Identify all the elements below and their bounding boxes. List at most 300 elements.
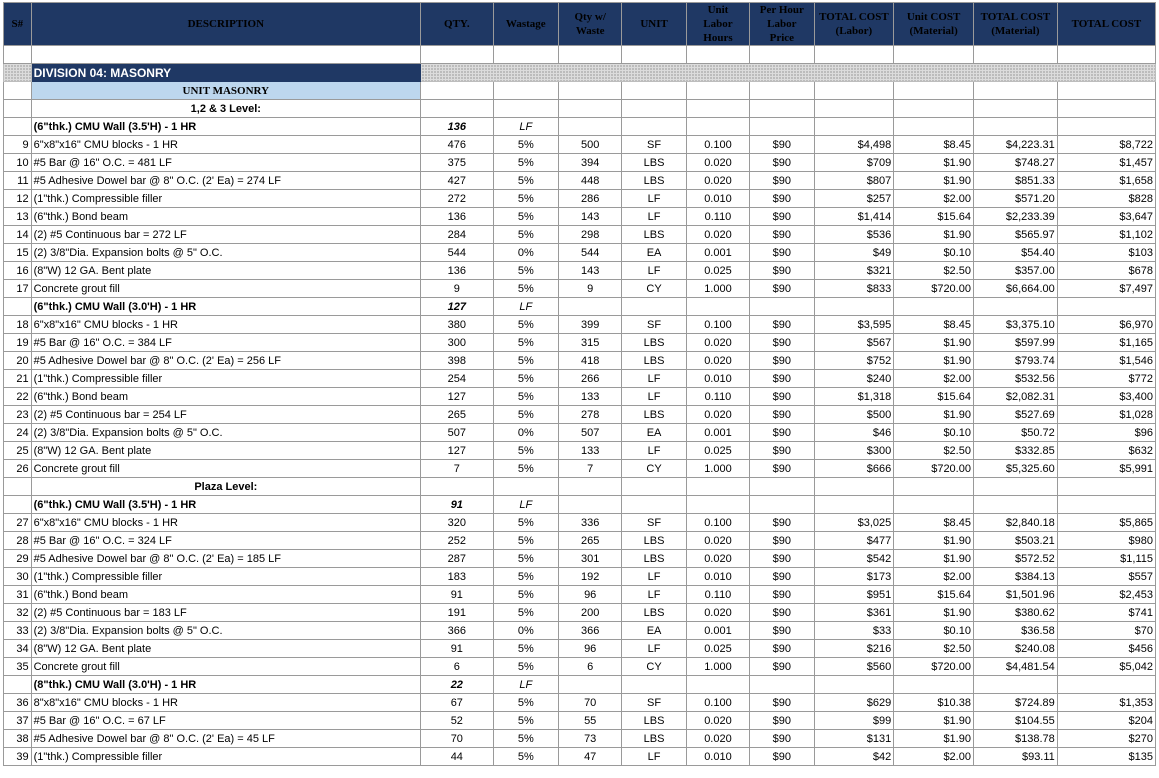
wastage-cell[interactable]: 5% bbox=[493, 748, 558, 766]
qty-cell[interactable]: 272 bbox=[421, 190, 494, 208]
hour-price-cell[interactable]: $90 bbox=[750, 550, 814, 568]
description-cell[interactable]: Concrete grout fill bbox=[31, 460, 420, 478]
qty-waste-cell[interactable]: 6 bbox=[559, 658, 622, 676]
labor-hours-cell[interactable]: 0.020 bbox=[686, 334, 749, 352]
description-cell[interactable]: #5 Bar @ 16" O.C. = 481 LF bbox=[31, 154, 420, 172]
cell[interactable] bbox=[4, 100, 32, 118]
total-labor-cell[interactable]: $752 bbox=[814, 352, 894, 370]
cell[interactable] bbox=[1057, 46, 1155, 64]
total-cost-cell[interactable]: $103 bbox=[1057, 244, 1155, 262]
wastage-cell[interactable]: 5% bbox=[493, 730, 558, 748]
wastage-cell[interactable]: 5% bbox=[493, 226, 558, 244]
cell[interactable] bbox=[750, 478, 814, 496]
cell[interactable] bbox=[973, 82, 1057, 100]
qty-waste-cell[interactable]: 366 bbox=[559, 622, 622, 640]
division-subtitle[interactable]: UNIT MASONRY bbox=[31, 82, 420, 100]
unit-cell[interactable]: LF bbox=[622, 586, 686, 604]
qty-waste-cell[interactable]: 96 bbox=[559, 586, 622, 604]
qty-waste-cell[interactable]: 394 bbox=[559, 154, 622, 172]
unit-material-cell[interactable]: $2.50 bbox=[894, 442, 974, 460]
cell[interactable] bbox=[894, 496, 974, 514]
cell[interactable] bbox=[750, 118, 814, 136]
unit-cell[interactable]: LBS bbox=[622, 712, 686, 730]
total-material-cell[interactable]: $36.58 bbox=[973, 622, 1057, 640]
cell[interactable] bbox=[493, 82, 558, 100]
total-material-cell[interactable]: $240.08 bbox=[973, 640, 1057, 658]
cell[interactable] bbox=[894, 46, 974, 64]
total-labor-cell[interactable]: $500 bbox=[814, 406, 894, 424]
labor-hours-cell[interactable]: 0.110 bbox=[686, 388, 749, 406]
unit-material-cell[interactable]: $1.90 bbox=[894, 226, 974, 244]
cell[interactable] bbox=[750, 496, 814, 514]
hour-price-cell[interactable]: $90 bbox=[750, 370, 814, 388]
wastage-cell[interactable]: 5% bbox=[493, 136, 558, 154]
total-cost-cell[interactable]: $1,546 bbox=[1057, 352, 1155, 370]
col-header-qty[interactable] bbox=[421, 3, 494, 46]
unit-material-cell[interactable]: $2.00 bbox=[894, 748, 974, 766]
cell[interactable] bbox=[421, 46, 494, 64]
level-title[interactable]: 1,2 & 3 Level: bbox=[31, 100, 420, 118]
total-material-cell[interactable]: $2,840.18 bbox=[973, 514, 1057, 532]
sn-cell[interactable]: 11 bbox=[4, 172, 32, 190]
labor-hours-cell[interactable]: 0.020 bbox=[686, 406, 749, 424]
cell[interactable] bbox=[1057, 496, 1155, 514]
description-cell[interactable]: (2) 3/8"Dia. Expansion bolts @ 5" O.C. bbox=[31, 622, 420, 640]
sn-cell[interactable]: 9 bbox=[4, 136, 32, 154]
unit-cell[interactable]: CY bbox=[622, 658, 686, 676]
description-cell[interactable]: (6"thk.) Bond beam bbox=[31, 388, 420, 406]
total-labor-cell[interactable]: $629 bbox=[814, 694, 894, 712]
qty-waste-cell[interactable]: 7 bbox=[559, 460, 622, 478]
unit-material-cell[interactable]: $1.90 bbox=[894, 334, 974, 352]
total-cost-cell[interactable]: $980 bbox=[1057, 532, 1155, 550]
cell[interactable] bbox=[1057, 118, 1155, 136]
cell[interactable] bbox=[973, 496, 1057, 514]
hour-price-cell[interactable]: $90 bbox=[750, 334, 814, 352]
total-labor-cell[interactable]: $33 bbox=[814, 622, 894, 640]
cell[interactable] bbox=[4, 46, 32, 64]
labor-hours-cell[interactable]: 1.000 bbox=[686, 658, 749, 676]
cell[interactable] bbox=[894, 478, 974, 496]
total-labor-cell[interactable]: $536 bbox=[814, 226, 894, 244]
hour-price-cell[interactable]: $90 bbox=[750, 226, 814, 244]
hour-price-cell[interactable]: $90 bbox=[750, 352, 814, 370]
total-cost-cell[interactable]: $828 bbox=[1057, 190, 1155, 208]
total-labor-cell[interactable]: $709 bbox=[814, 154, 894, 172]
qty-waste-cell[interactable]: 286 bbox=[559, 190, 622, 208]
total-material-cell[interactable]: $5,325.60 bbox=[973, 460, 1057, 478]
unit-cell[interactable]: LF bbox=[622, 442, 686, 460]
total-labor-cell[interactable]: $477 bbox=[814, 532, 894, 550]
total-labor-cell[interactable]: $216 bbox=[814, 640, 894, 658]
sn-cell[interactable]: 19 bbox=[4, 334, 32, 352]
qty-waste-cell[interactable]: 192 bbox=[559, 568, 622, 586]
qty-cell[interactable]: 6 bbox=[421, 658, 494, 676]
labor-hours-cell[interactable]: 0.100 bbox=[686, 514, 749, 532]
labor-hours-cell[interactable]: 0.001 bbox=[686, 424, 749, 442]
total-material-cell[interactable]: $93.11 bbox=[973, 748, 1057, 766]
total-material-cell[interactable]: $6,664.00 bbox=[973, 280, 1057, 298]
unit-cell[interactable]: LBS bbox=[622, 550, 686, 568]
unit-material-cell[interactable]: $1.90 bbox=[894, 172, 974, 190]
cell[interactable] bbox=[894, 118, 974, 136]
cell[interactable] bbox=[814, 496, 894, 514]
total-labor-cell[interactable]: $49 bbox=[814, 244, 894, 262]
total-cost-cell[interactable]: $6,970 bbox=[1057, 316, 1155, 334]
cell[interactable] bbox=[894, 82, 974, 100]
unit-cell[interactable]: LF bbox=[622, 190, 686, 208]
sn-cell[interactable]: 36 bbox=[4, 694, 32, 712]
total-cost-cell[interactable]: $135 bbox=[1057, 748, 1155, 766]
col-header-total-cost-labor[interactable] bbox=[814, 3, 894, 46]
total-material-cell[interactable]: $503.21 bbox=[973, 532, 1057, 550]
total-material-cell[interactable]: $851.33 bbox=[973, 172, 1057, 190]
qty-waste-cell[interactable]: 301 bbox=[559, 550, 622, 568]
wastage-cell[interactable]: 5% bbox=[493, 442, 558, 460]
unit-material-cell[interactable]: $2.00 bbox=[894, 568, 974, 586]
wastage-cell[interactable]: 0% bbox=[493, 424, 558, 442]
qty-waste-cell[interactable]: 544 bbox=[559, 244, 622, 262]
hour-price-cell[interactable]: $90 bbox=[750, 136, 814, 154]
cell[interactable] bbox=[1057, 100, 1155, 118]
total-cost-cell[interactable]: $1,165 bbox=[1057, 334, 1155, 352]
cell[interactable] bbox=[686, 118, 749, 136]
sn-cell[interactable] bbox=[4, 298, 32, 316]
unit-material-cell[interactable]: $2.00 bbox=[894, 190, 974, 208]
qty-waste-cell[interactable]: 70 bbox=[559, 694, 622, 712]
qty-waste-cell[interactable]: 73 bbox=[559, 730, 622, 748]
total-labor-cell[interactable]: $560 bbox=[814, 658, 894, 676]
qty-cell[interactable]: 91 bbox=[421, 586, 494, 604]
total-cost-cell[interactable]: $741 bbox=[1057, 604, 1155, 622]
cell[interactable] bbox=[1057, 478, 1155, 496]
unit-cell[interactable]: SF bbox=[622, 136, 686, 154]
description-cell[interactable]: #5 Bar @ 16" O.C. = 384 LF bbox=[31, 334, 420, 352]
wastage-cell[interactable]: 5% bbox=[493, 694, 558, 712]
labor-hours-cell[interactable]: 0.020 bbox=[686, 352, 749, 370]
qty-cell[interactable]: 191 bbox=[421, 604, 494, 622]
labor-hours-cell[interactable]: 0.100 bbox=[686, 694, 749, 712]
sn-cell[interactable]: 14 bbox=[4, 226, 32, 244]
col-header-total-cost[interactable] bbox=[1057, 3, 1155, 46]
unit-material-cell[interactable]: $0.10 bbox=[894, 622, 974, 640]
total-cost-cell[interactable]: $1,457 bbox=[1057, 154, 1155, 172]
total-labor-cell[interactable]: $666 bbox=[814, 460, 894, 478]
total-labor-cell[interactable]: $833 bbox=[814, 280, 894, 298]
qty-cell[interactable]: 52 bbox=[421, 712, 494, 730]
total-labor-cell[interactable]: $4,498 bbox=[814, 136, 894, 154]
description-cell[interactable]: (6"thk.) Bond beam bbox=[31, 586, 420, 604]
cell[interactable] bbox=[622, 46, 686, 64]
sn-cell[interactable]: 20 bbox=[4, 352, 32, 370]
qty-cell[interactable]: 320 bbox=[421, 514, 494, 532]
total-material-cell[interactable]: $527.69 bbox=[973, 406, 1057, 424]
cell[interactable] bbox=[622, 118, 686, 136]
sn-cell[interactable]: 39 bbox=[4, 748, 32, 766]
hour-price-cell[interactable]: $90 bbox=[750, 316, 814, 334]
hour-price-cell[interactable]: $90 bbox=[750, 730, 814, 748]
cell[interactable] bbox=[493, 100, 558, 118]
total-material-cell[interactable]: $2,233.39 bbox=[973, 208, 1057, 226]
cell[interactable] bbox=[622, 82, 686, 100]
total-cost-cell[interactable]: $1,353 bbox=[1057, 694, 1155, 712]
unit-cell[interactable]: LBS bbox=[622, 532, 686, 550]
unit-cell[interactable]: EA bbox=[622, 424, 686, 442]
section-title[interactable]: (6"thk.) CMU Wall (3.0'H) - 1 HR bbox=[31, 298, 420, 316]
labor-hours-cell[interactable]: 0.020 bbox=[686, 226, 749, 244]
total-cost-cell[interactable]: $1,028 bbox=[1057, 406, 1155, 424]
total-labor-cell[interactable]: $951 bbox=[814, 586, 894, 604]
division-pattern-cell[interactable] bbox=[4, 64, 32, 82]
hour-price-cell[interactable]: $90 bbox=[750, 244, 814, 262]
wastage-cell[interactable]: 5% bbox=[493, 604, 558, 622]
wastage-cell[interactable]: 5% bbox=[493, 370, 558, 388]
description-cell[interactable]: 6"x8"x16" CMU blocks - 1 HR bbox=[31, 514, 420, 532]
sn-cell[interactable]: 32 bbox=[4, 604, 32, 622]
qty-cell[interactable]: 284 bbox=[421, 226, 494, 244]
cell[interactable] bbox=[814, 46, 894, 64]
total-cost-cell[interactable]: $8,722 bbox=[1057, 136, 1155, 154]
cell[interactable] bbox=[973, 118, 1057, 136]
col-header-qty-waste[interactable] bbox=[559, 3, 622, 46]
unit-material-cell[interactable]: $1.90 bbox=[894, 712, 974, 730]
cell[interactable] bbox=[622, 478, 686, 496]
unit-material-cell[interactable]: $1.90 bbox=[894, 352, 974, 370]
labor-hours-cell[interactable]: 0.025 bbox=[686, 262, 749, 280]
qty-waste-cell[interactable]: 133 bbox=[559, 388, 622, 406]
description-cell[interactable]: 6"x8"x16" CMU blocks - 1 HR bbox=[31, 316, 420, 334]
labor-hours-cell[interactable]: 0.001 bbox=[686, 622, 749, 640]
description-cell[interactable]: #5 Adhesive Dowel bar @ 8" O.C. (2' Ea) = 274 LF bbox=[31, 172, 420, 190]
qty-cell[interactable]: 9 bbox=[421, 280, 494, 298]
cell[interactable] bbox=[31, 46, 420, 64]
sn-cell[interactable]: 15 bbox=[4, 244, 32, 262]
cell[interactable] bbox=[559, 82, 622, 100]
cell[interactable] bbox=[559, 118, 622, 136]
total-material-cell[interactable]: $380.62 bbox=[973, 604, 1057, 622]
unit-material-cell[interactable]: $2.00 bbox=[894, 370, 974, 388]
sn-cell[interactable]: 16 bbox=[4, 262, 32, 280]
total-cost-cell[interactable]: $96 bbox=[1057, 424, 1155, 442]
sn-cell[interactable]: 25 bbox=[4, 442, 32, 460]
section-qty[interactable]: 91 bbox=[421, 496, 494, 514]
total-labor-cell[interactable]: $173 bbox=[814, 568, 894, 586]
labor-hours-cell[interactable]: 0.020 bbox=[686, 604, 749, 622]
qty-cell[interactable]: 287 bbox=[421, 550, 494, 568]
qty-cell[interactable]: 265 bbox=[421, 406, 494, 424]
description-cell[interactable]: 8"x8"x16" CMU blocks - 1 HR bbox=[31, 694, 420, 712]
qty-waste-cell[interactable]: 55 bbox=[559, 712, 622, 730]
cell[interactable] bbox=[622, 676, 686, 694]
qty-cell[interactable]: 252 bbox=[421, 532, 494, 550]
unit-cell[interactable]: CY bbox=[622, 280, 686, 298]
sn-cell[interactable] bbox=[4, 676, 32, 694]
qty-cell[interactable]: 300 bbox=[421, 334, 494, 352]
hour-price-cell[interactable]: $90 bbox=[750, 424, 814, 442]
total-material-cell[interactable]: $571.20 bbox=[973, 190, 1057, 208]
cell[interactable] bbox=[686, 82, 749, 100]
cell[interactable] bbox=[973, 100, 1057, 118]
sn-cell[interactable]: 21 bbox=[4, 370, 32, 388]
unit-material-cell[interactable]: $720.00 bbox=[894, 280, 974, 298]
sn-cell[interactable]: 37 bbox=[4, 712, 32, 730]
level-title[interactable]: Plaza Level: bbox=[31, 478, 420, 496]
wastage-cell[interactable]: 5% bbox=[493, 208, 558, 226]
wastage-cell[interactable]: 5% bbox=[493, 640, 558, 658]
cell[interactable] bbox=[559, 46, 622, 64]
unit-material-cell[interactable]: $2.50 bbox=[894, 262, 974, 280]
unit-material-cell[interactable]: $1.90 bbox=[894, 550, 974, 568]
unit-material-cell[interactable]: $8.45 bbox=[894, 316, 974, 334]
cell[interactable] bbox=[686, 676, 749, 694]
total-material-cell[interactable]: $597.99 bbox=[973, 334, 1057, 352]
wastage-cell[interactable]: 5% bbox=[493, 712, 558, 730]
sn-cell[interactable]: 27 bbox=[4, 514, 32, 532]
qty-waste-cell[interactable]: 266 bbox=[559, 370, 622, 388]
total-cost-cell[interactable]: $270 bbox=[1057, 730, 1155, 748]
description-cell[interactable]: #5 Adhesive Dowel bar @ 8" O.C. (2' Ea) = 256 LF bbox=[31, 352, 420, 370]
qty-cell[interactable]: 67 bbox=[421, 694, 494, 712]
unit-material-cell[interactable]: $0.10 bbox=[894, 244, 974, 262]
cell[interactable] bbox=[814, 118, 894, 136]
qty-cell[interactable]: 91 bbox=[421, 640, 494, 658]
labor-hours-cell[interactable]: 0.100 bbox=[686, 136, 749, 154]
total-labor-cell[interactable]: $542 bbox=[814, 550, 894, 568]
total-cost-cell[interactable]: $3,400 bbox=[1057, 388, 1155, 406]
description-cell[interactable]: (1"thk.) Compressible filler bbox=[31, 190, 420, 208]
total-cost-cell[interactable]: $5,042 bbox=[1057, 658, 1155, 676]
total-material-cell[interactable]: $1,501.96 bbox=[973, 586, 1057, 604]
total-material-cell[interactable]: $532.56 bbox=[973, 370, 1057, 388]
description-cell[interactable]: (6"thk.) Bond beam bbox=[31, 208, 420, 226]
total-labor-cell[interactable]: $321 bbox=[814, 262, 894, 280]
sn-cell[interactable]: 24 bbox=[4, 424, 32, 442]
wastage-cell[interactable]: 5% bbox=[493, 658, 558, 676]
total-labor-cell[interactable]: $46 bbox=[814, 424, 894, 442]
section-title[interactable]: (6"thk.) CMU Wall (3.5'H) - 1 HR bbox=[31, 118, 420, 136]
unit-cell[interactable]: SF bbox=[622, 514, 686, 532]
section-qty[interactable]: 136 bbox=[421, 118, 494, 136]
unit-cell[interactable]: LBS bbox=[622, 604, 686, 622]
total-material-cell[interactable]: $104.55 bbox=[973, 712, 1057, 730]
total-cost-cell[interactable]: $7,497 bbox=[1057, 280, 1155, 298]
unit-cell[interactable]: LBS bbox=[622, 172, 686, 190]
labor-hours-cell[interactable]: 0.020 bbox=[686, 712, 749, 730]
cell[interactable] bbox=[750, 46, 814, 64]
hour-price-cell[interactable]: $90 bbox=[750, 406, 814, 424]
hour-price-cell[interactable]: $90 bbox=[750, 532, 814, 550]
total-cost-cell[interactable]: $3,647 bbox=[1057, 208, 1155, 226]
total-cost-cell[interactable]: $204 bbox=[1057, 712, 1155, 730]
sn-cell[interactable]: 35 bbox=[4, 658, 32, 676]
unit-material-cell[interactable]: $1.90 bbox=[894, 532, 974, 550]
cell[interactable] bbox=[559, 100, 622, 118]
total-labor-cell[interactable]: $240 bbox=[814, 370, 894, 388]
sn-cell[interactable]: 28 bbox=[4, 532, 32, 550]
sn-cell[interactable]: 34 bbox=[4, 640, 32, 658]
description-cell[interactable]: (2) 3/8"Dia. Expansion bolts @ 5" O.C. bbox=[31, 424, 420, 442]
unit-material-cell[interactable]: $1.90 bbox=[894, 154, 974, 172]
unit-material-cell[interactable]: $15.64 bbox=[894, 388, 974, 406]
description-cell[interactable]: #5 Adhesive Dowel bar @ 8" O.C. (2' Ea) = 185 LF bbox=[31, 550, 420, 568]
unit-cell[interactable]: LF bbox=[622, 388, 686, 406]
qty-waste-cell[interactable]: 298 bbox=[559, 226, 622, 244]
cell[interactable] bbox=[894, 676, 974, 694]
cell[interactable] bbox=[973, 298, 1057, 316]
total-material-cell[interactable]: $54.40 bbox=[973, 244, 1057, 262]
description-cell[interactable]: #5 Bar @ 16" O.C. = 67 LF bbox=[31, 712, 420, 730]
cell[interactable] bbox=[622, 100, 686, 118]
total-labor-cell[interactable]: $3,595 bbox=[814, 316, 894, 334]
sn-cell[interactable]: 38 bbox=[4, 730, 32, 748]
hour-price-cell[interactable]: $90 bbox=[750, 640, 814, 658]
qty-cell[interactable]: 70 bbox=[421, 730, 494, 748]
labor-hours-cell[interactable]: 1.000 bbox=[686, 460, 749, 478]
unit-cell[interactable]: LBS bbox=[622, 406, 686, 424]
total-material-cell[interactable]: $793.74 bbox=[973, 352, 1057, 370]
cell[interactable] bbox=[973, 676, 1057, 694]
cell[interactable] bbox=[1057, 82, 1155, 100]
division-pattern-fill[interactable] bbox=[421, 64, 1156, 82]
qty-waste-cell[interactable]: 200 bbox=[559, 604, 622, 622]
qty-waste-cell[interactable]: 418 bbox=[559, 352, 622, 370]
description-cell[interactable]: #5 Bar @ 16" O.C. = 324 LF bbox=[31, 532, 420, 550]
labor-hours-cell[interactable]: 0.110 bbox=[686, 586, 749, 604]
hour-price-cell[interactable]: $90 bbox=[750, 388, 814, 406]
labor-hours-cell[interactable]: 0.020 bbox=[686, 172, 749, 190]
total-material-cell[interactable]: $357.00 bbox=[973, 262, 1057, 280]
total-labor-cell[interactable]: $42 bbox=[814, 748, 894, 766]
description-cell[interactable]: (1"thk.) Compressible filler bbox=[31, 370, 420, 388]
total-material-cell[interactable]: $3,375.10 bbox=[973, 316, 1057, 334]
cell[interactable] bbox=[750, 298, 814, 316]
description-cell[interactable]: (2) #5 Continuous bar = 254 LF bbox=[31, 406, 420, 424]
col-header-description[interactable] bbox=[31, 3, 420, 46]
section-title[interactable]: (6"thk.) CMU Wall (3.5'H) - 1 HR bbox=[31, 496, 420, 514]
unit-material-cell[interactable]: $1.90 bbox=[894, 730, 974, 748]
hour-price-cell[interactable]: $90 bbox=[750, 514, 814, 532]
qty-cell[interactable]: 127 bbox=[421, 388, 494, 406]
qty-waste-cell[interactable]: 143 bbox=[559, 208, 622, 226]
description-cell[interactable]: #5 Adhesive Dowel bar @ 8" O.C. (2' Ea) = 45 LF bbox=[31, 730, 420, 748]
wastage-cell[interactable]: 5% bbox=[493, 154, 558, 172]
qty-waste-cell[interactable]: 278 bbox=[559, 406, 622, 424]
cell[interactable] bbox=[493, 478, 558, 496]
total-material-cell[interactable]: $138.78 bbox=[973, 730, 1057, 748]
unit-material-cell[interactable]: $15.64 bbox=[894, 208, 974, 226]
unit-material-cell[interactable]: $1.90 bbox=[894, 604, 974, 622]
section-qty[interactable]: 22 bbox=[421, 676, 494, 694]
qty-cell[interactable]: 544 bbox=[421, 244, 494, 262]
hour-price-cell[interactable]: $90 bbox=[750, 172, 814, 190]
total-material-cell[interactable]: $2,082.31 bbox=[973, 388, 1057, 406]
qty-cell[interactable]: 136 bbox=[421, 262, 494, 280]
unit-cell[interactable]: CY bbox=[622, 460, 686, 478]
cell[interactable] bbox=[559, 298, 622, 316]
cell[interactable] bbox=[750, 100, 814, 118]
description-cell[interactable]: (8"W) 12 GA. Bent plate bbox=[31, 442, 420, 460]
total-cost-cell[interactable]: $678 bbox=[1057, 262, 1155, 280]
total-material-cell[interactable]: $384.13 bbox=[973, 568, 1057, 586]
unit-material-cell[interactable]: $0.10 bbox=[894, 424, 974, 442]
total-material-cell[interactable]: $724.89 bbox=[973, 694, 1057, 712]
total-material-cell[interactable]: $572.52 bbox=[973, 550, 1057, 568]
hour-price-cell[interactable]: $90 bbox=[750, 190, 814, 208]
unit-material-cell[interactable]: $2.50 bbox=[894, 640, 974, 658]
description-cell[interactable]: (1"thk.) Compressible filler bbox=[31, 568, 420, 586]
cell[interactable] bbox=[559, 496, 622, 514]
qty-cell[interactable]: 254 bbox=[421, 370, 494, 388]
